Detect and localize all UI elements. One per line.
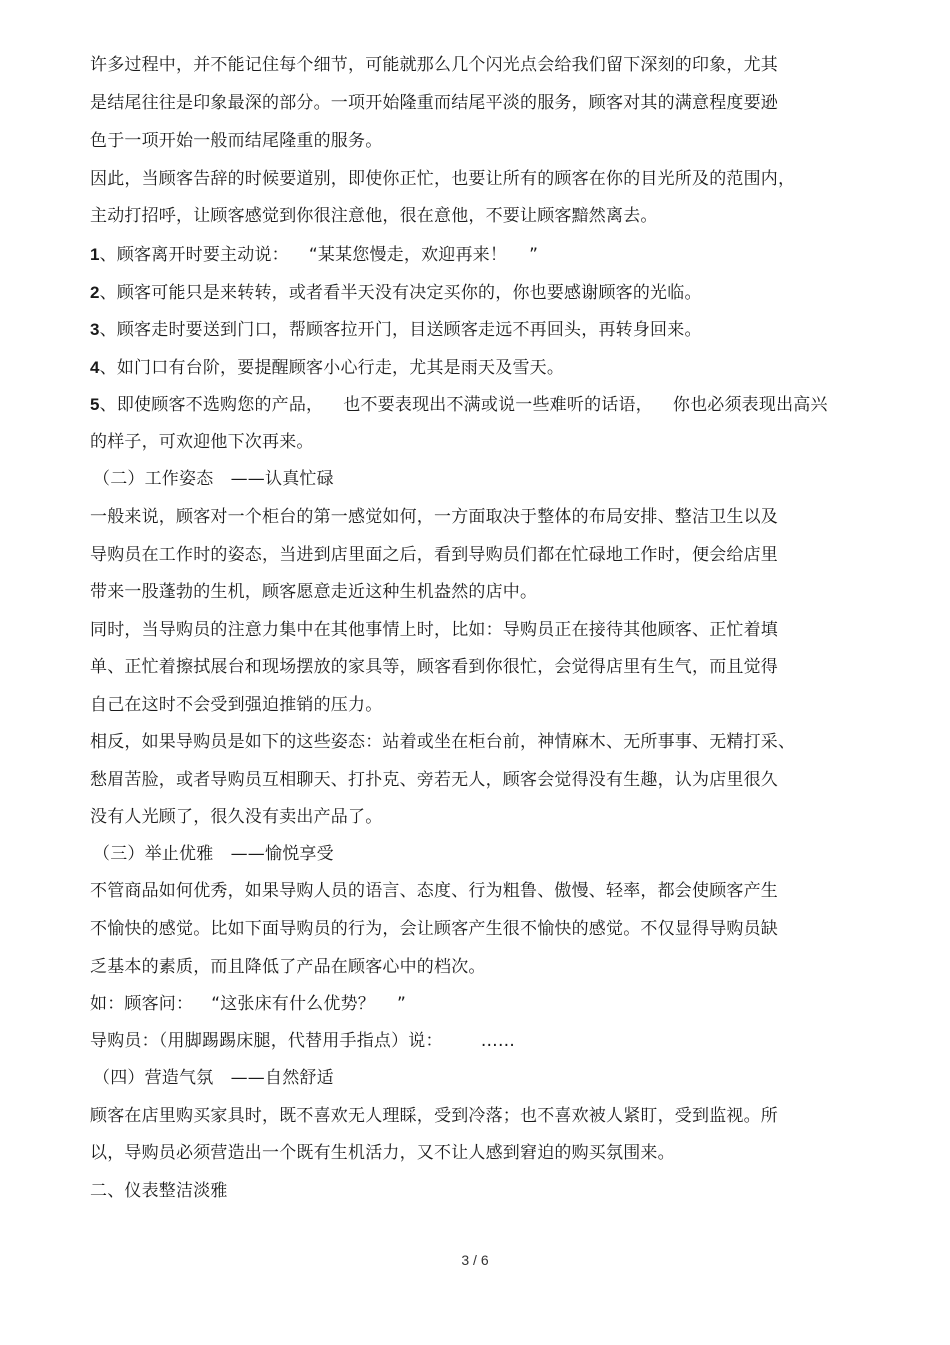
paragraph-line: 没有人光顾了，很久没有卖出产品了。: [90, 807, 383, 827]
paragraph-line: 主动打招呼，让顾客感觉到你很注意他，很在意他，不要让顾客黯然离去。: [90, 206, 658, 226]
paragraph-line: 导购员在工作时的姿态，当进到店里面之后，看到导购员们都在忙碌地工作时，便会给店里: [90, 545, 778, 565]
speaker-label: 如：顾客问：: [90, 994, 194, 1014]
list-item-text: 、即使顾客不选购您的产品，: [99, 395, 324, 415]
paragraph-line: 色于一项开始一般而结尾隆重的服务。: [90, 131, 383, 151]
section-heading: （三）举止优雅 ——愉悦享受: [93, 844, 334, 864]
paragraph-line: 相反，如果导购员是如下的这些姿态：站着或坐在柜台前，神情麻木、无所事事、无精打采、: [90, 732, 796, 752]
quote-text: “这张床有什么优势？: [211, 994, 376, 1014]
section-heading: （四）营造气氛 ——自然舒适: [93, 1068, 334, 1088]
list-item-text: 、如门口有台阶，要提醒顾客小心行走，尤其是雨天及雪天。: [99, 358, 565, 378]
list-item-number: 1: [90, 245, 100, 264]
paragraph-line: 乏基本的素质，而且降低了产品在顾客心中的档次。: [90, 957, 486, 977]
paragraph-line: 一般来说，顾客对一个柜台的第一感觉如何，一方面取决于整体的布局安排、整洁卫生以及: [90, 507, 778, 527]
dialogue-line: [90, 992, 406, 1016]
closing-quote: ”: [397, 994, 407, 1014]
section-heading: （二）工作姿态 ——认真忙碌: [93, 469, 334, 489]
paragraph-line: 的样子，可欢迎他下次再来。: [90, 432, 314, 452]
page-number: 3 / 6: [461, 1252, 489, 1268]
list-item-number: 5: [90, 395, 100, 414]
list-item-text: 也不要表现出不满或说一些难听的话语，: [343, 395, 653, 415]
list-item-5: [90, 393, 828, 417]
list-item-3: [90, 318, 702, 342]
paragraph-line: 是结尾往往是印象最深的部分。一项开始隆重而结尾平淡的服务，顾客对其的满意程度要逊: [90, 93, 778, 113]
list-item-text: 、顾客走时要送到门口，帮顾客拉开门，目送顾客走远不再回头，再转身回来。: [99, 320, 702, 340]
list-item-number: 3: [90, 320, 100, 339]
paragraph-line: 单、正忙着擦拭展台和现场摆放的家具等，顾客看到你很忙，会觉得店里有生气，而且觉得: [90, 657, 778, 677]
quote-text: “某某您慢走，欢迎再来！: [308, 245, 508, 265]
list-item-4: [90, 356, 564, 380]
paragraph-line: 带来一股蓬勃的生机，顾客愿意走近这种生机盎然的店中。: [90, 582, 538, 602]
list-item-text: 、顾客离开时要主动说：: [99, 245, 289, 265]
paragraph-line: 顾客在店里购买家具时，既不喜欢无人理睬，受到冷落；也不喜欢被人紧盯，受到监视。所: [90, 1106, 778, 1126]
paragraph-line: 同时，当导购员的注意力集中在其他事情上时，比如：导购员正在接待其他顾客、正忙着填: [90, 620, 778, 640]
list-item-1: [90, 243, 538, 267]
speaker-label: 导购员：（用脚踢踢床腿，代替用手指点）说：: [90, 1031, 443, 1051]
dialogue-line: [90, 1029, 515, 1053]
list-item-2: [90, 281, 702, 305]
paragraph-line: 因此，当顾客告辞的时候要道别，即使你正忙，也要让所有的顾客在你的目光所及的范围内，: [90, 169, 796, 189]
paragraph-line: 不愉快的感觉。比如下面导购员的行为，会让顾客产生很不愉快的感觉。不仅显得导购员缺: [90, 919, 778, 939]
paragraph-line: 许多过程中，并不能记住每个细节，可能就那么几个闪光点会给我们留下深刻的印象，尤其: [90, 55, 778, 75]
closing-quote: ”: [529, 245, 539, 265]
paragraph-line: 不管商品如何优秀，如果导购人员的语言、态度、行为粗鲁、傲慢、轻率，都会使顾客产生: [90, 881, 778, 901]
list-item-number: 2: [90, 283, 100, 302]
paragraph-line: 自己在这时不会受到强迫推销的压力。: [90, 695, 383, 715]
ellipsis-text: ……: [480, 1031, 516, 1051]
paragraph-line: 愁眉苦脸，或者导购员互相聊天、打扑克、旁若无人，顾客会觉得没有生趣，认为店里很久: [90, 770, 778, 790]
paragraph-line: 以，导购员必须营造出一个既有生机活力，又不让人感到窘迫的购买氛围来。: [90, 1143, 675, 1163]
part-heading: 二、仪表整洁淡雅: [90, 1181, 228, 1201]
list-item-text: 、顾客可能只是来转转，或者看半天没有决定买你的，你也要感谢顾客的光临。: [99, 283, 702, 303]
list-item-text: 你也必须表现出高兴: [672, 395, 828, 415]
list-item-number: 4: [90, 358, 100, 377]
